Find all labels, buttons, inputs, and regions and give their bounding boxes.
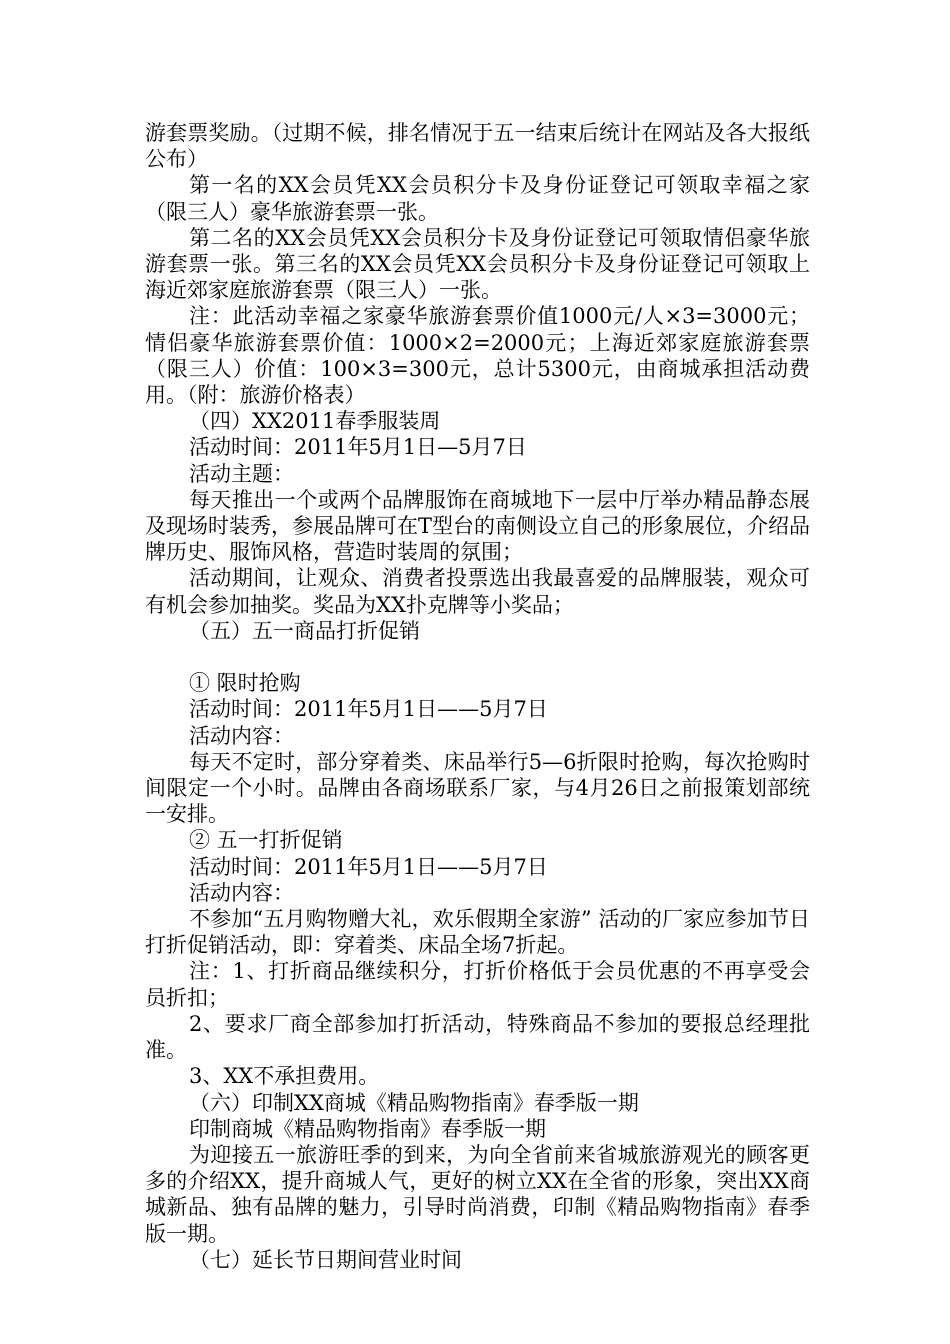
paragraph: 第一名的XX会员凭XX会员积分卡及身份证登记可领取幸福之家（限三人）豪华旅游套票一张。 bbox=[145, 173, 810, 224]
section-heading: （七）延长节日期间营业时间 bbox=[189, 1247, 462, 1272]
paragraph: 3、XX不承担费用。 bbox=[189, 1064, 380, 1089]
paragraph: 印制商城《精品购物指南》春季版一期 bbox=[189, 1116, 546, 1141]
section-heading: （六）印制XX商城《精品购物指南》春季版一期 bbox=[189, 1090, 639, 1115]
paragraph: 活动内容： bbox=[189, 880, 294, 905]
section-heading: （四）XX2011春季服装周 bbox=[189, 409, 441, 434]
paragraph: 为迎接五一旅游旺季的到来，为向全省前来省城旅游观光的顾客更多的介绍XX，提升商城人气，更好的树立XX在全省的形象，突出XX商城新品、独有品牌的魅力，引导时尚消费，印制《精品购物指南》春季版一期。 bbox=[145, 1142, 810, 1246]
paragraph: 活动期间，让观众、消费者投票选出我最喜爱的品牌服装，观众可有机会参加抽奖。奖品为XX扑克牌等小奖品； bbox=[145, 566, 810, 617]
paragraph: 注：此活动幸福之家豪华旅游套票价值1000元/人×3=3000元；情侣豪华旅游套票价值：1000×2=2000元；上海近郊家庭旅游套票（限三人）价值：100×3=300元，总计5300元，由商城承担活动费用。（附：旅游价格表） bbox=[145, 304, 810, 408]
document-body bbox=[145, 120, 810, 1273]
paragraph: 活动时间：2011年5月1日—5月7日 bbox=[189, 435, 527, 460]
paragraph: 活动时间：2011年5月1日——5月7日 bbox=[189, 854, 548, 879]
paragraph: 注：1、打折商品继续积分，打折价格低于会员优惠的不再享受会员折扣； bbox=[145, 959, 810, 1010]
paragraph: 活动时间：2011年5月1日——5月7日 bbox=[189, 697, 548, 722]
paragraph: 2、要求厂商全部参加打折活动，特殊商品不参加的要报总经理批准。 bbox=[145, 1011, 810, 1063]
section-heading: （五）五一商品打折促销 bbox=[189, 618, 420, 643]
paragraph: 游套票奖励。（过期不候，排名情况于五一结束后统计在网站及各大报纸公布） bbox=[145, 121, 810, 172]
paragraph: 每天推出一个或两个品牌服饰在商城地下一层中厅举办精品静态展及现场时装秀，参展品牌可在T型台的南侧设立自己的形象展位，介绍品牌历史、服饰风格，营造时装周的氛围； bbox=[145, 487, 811, 565]
subsection-heading: ② 五一打折促销 bbox=[189, 828, 343, 853]
paragraph: 活动内容： bbox=[189, 723, 294, 748]
paragraph: 不参加“五月购物赠大礼，欢乐假期全家游” 活动的厂家应参加节日打折促销活动，即：穿着类、床品全场7折起。 bbox=[145, 907, 810, 958]
paragraph: 活动主题： bbox=[189, 461, 294, 486]
paragraph: 每天不定时，部分穿着类、床品举行5—6折限时抢购，每次抢购时间限定一个小时。品牌由各商场联系厂家，与4月26日之前报策划部统一安排。 bbox=[145, 749, 810, 827]
blank-line bbox=[145, 644, 810, 670]
paragraph: 第二名的XX会员凭XX会员积分卡及身份证登记可领取情侣豪华旅游套票一张。第三名的XX会员凭XX会员积分卡及身份证登记可领取上海近郊家庭旅游套票（限三人）一张。 bbox=[145, 225, 810, 303]
subsection-heading: ① 限时抢购 bbox=[189, 671, 301, 696]
